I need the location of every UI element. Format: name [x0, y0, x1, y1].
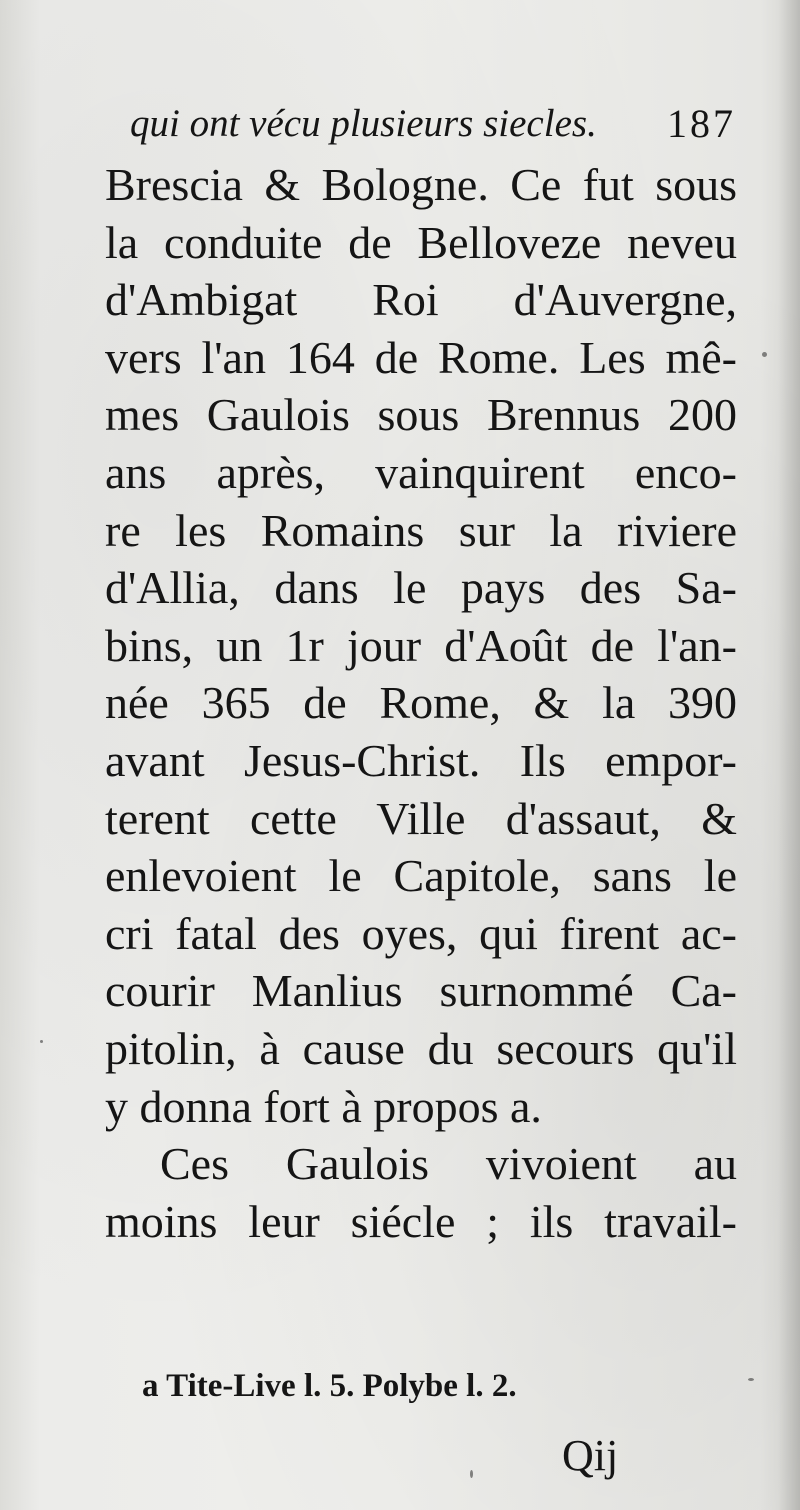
text-line: moins leur siécle ; ils travail- [105, 1195, 737, 1247]
text-line: mes Gaulois sous Brennus 200 [105, 389, 737, 441]
text-line: d'Allia, dans le pays des Sa- [105, 562, 737, 614]
text-line: née 365 de Rome, & la 390 [105, 677, 737, 729]
text-line: re les Romains sur la riviere [105, 504, 737, 556]
footnote: a Tite-Live l. 5. Polybe l. 2. [142, 1368, 517, 1404]
body-text [105, 156, 737, 1250]
text-line: vers l'an 164 de Rome. Les mê- [105, 331, 737, 383]
page-number: 187 [667, 101, 736, 146]
text-line: cri fatal des oyes, qui firent ac- [105, 907, 737, 959]
page-header [118, 98, 736, 156]
paper-speck [748, 1378, 754, 1381]
text-line-paragraph-end: y donna fort à propos a. [105, 1080, 542, 1132]
signature-mark: Qij [562, 1431, 619, 1480]
text-line: courir Manlius surnommé Ca- [105, 965, 737, 1017]
paper-speck [762, 352, 767, 357]
text-line: ans après, vainquirent enco- [105, 446, 737, 498]
text-line: bins, un 1r jour d'Août de l'an- [105, 619, 737, 671]
text-line: Brescia & Bologne. Ce fut sous [105, 159, 737, 210]
text-line: d'Ambigat Roi d'Auvergne, [105, 274, 737, 326]
paper-speck [470, 1470, 473, 1478]
text-line: enlevoient le Capitole, sans le [105, 850, 737, 902]
text-line: la conduite de Belloveze neveu [105, 216, 737, 268]
running-title: qui ont vécu plusieurs siecles. [130, 102, 597, 145]
text-line: avant Jesus-Christ. Ils empor- [105, 734, 737, 786]
text-line-paragraph-start: Ces Gaulois vivoient au [160, 1138, 737, 1190]
text-line: terent cette Ville d'assaut, & [105, 792, 737, 844]
paper-speck [40, 1040, 43, 1043]
page-edge-shadow [778, 0, 800, 1510]
text-line: pitolin, à cause du secours qu'il [105, 1022, 737, 1074]
